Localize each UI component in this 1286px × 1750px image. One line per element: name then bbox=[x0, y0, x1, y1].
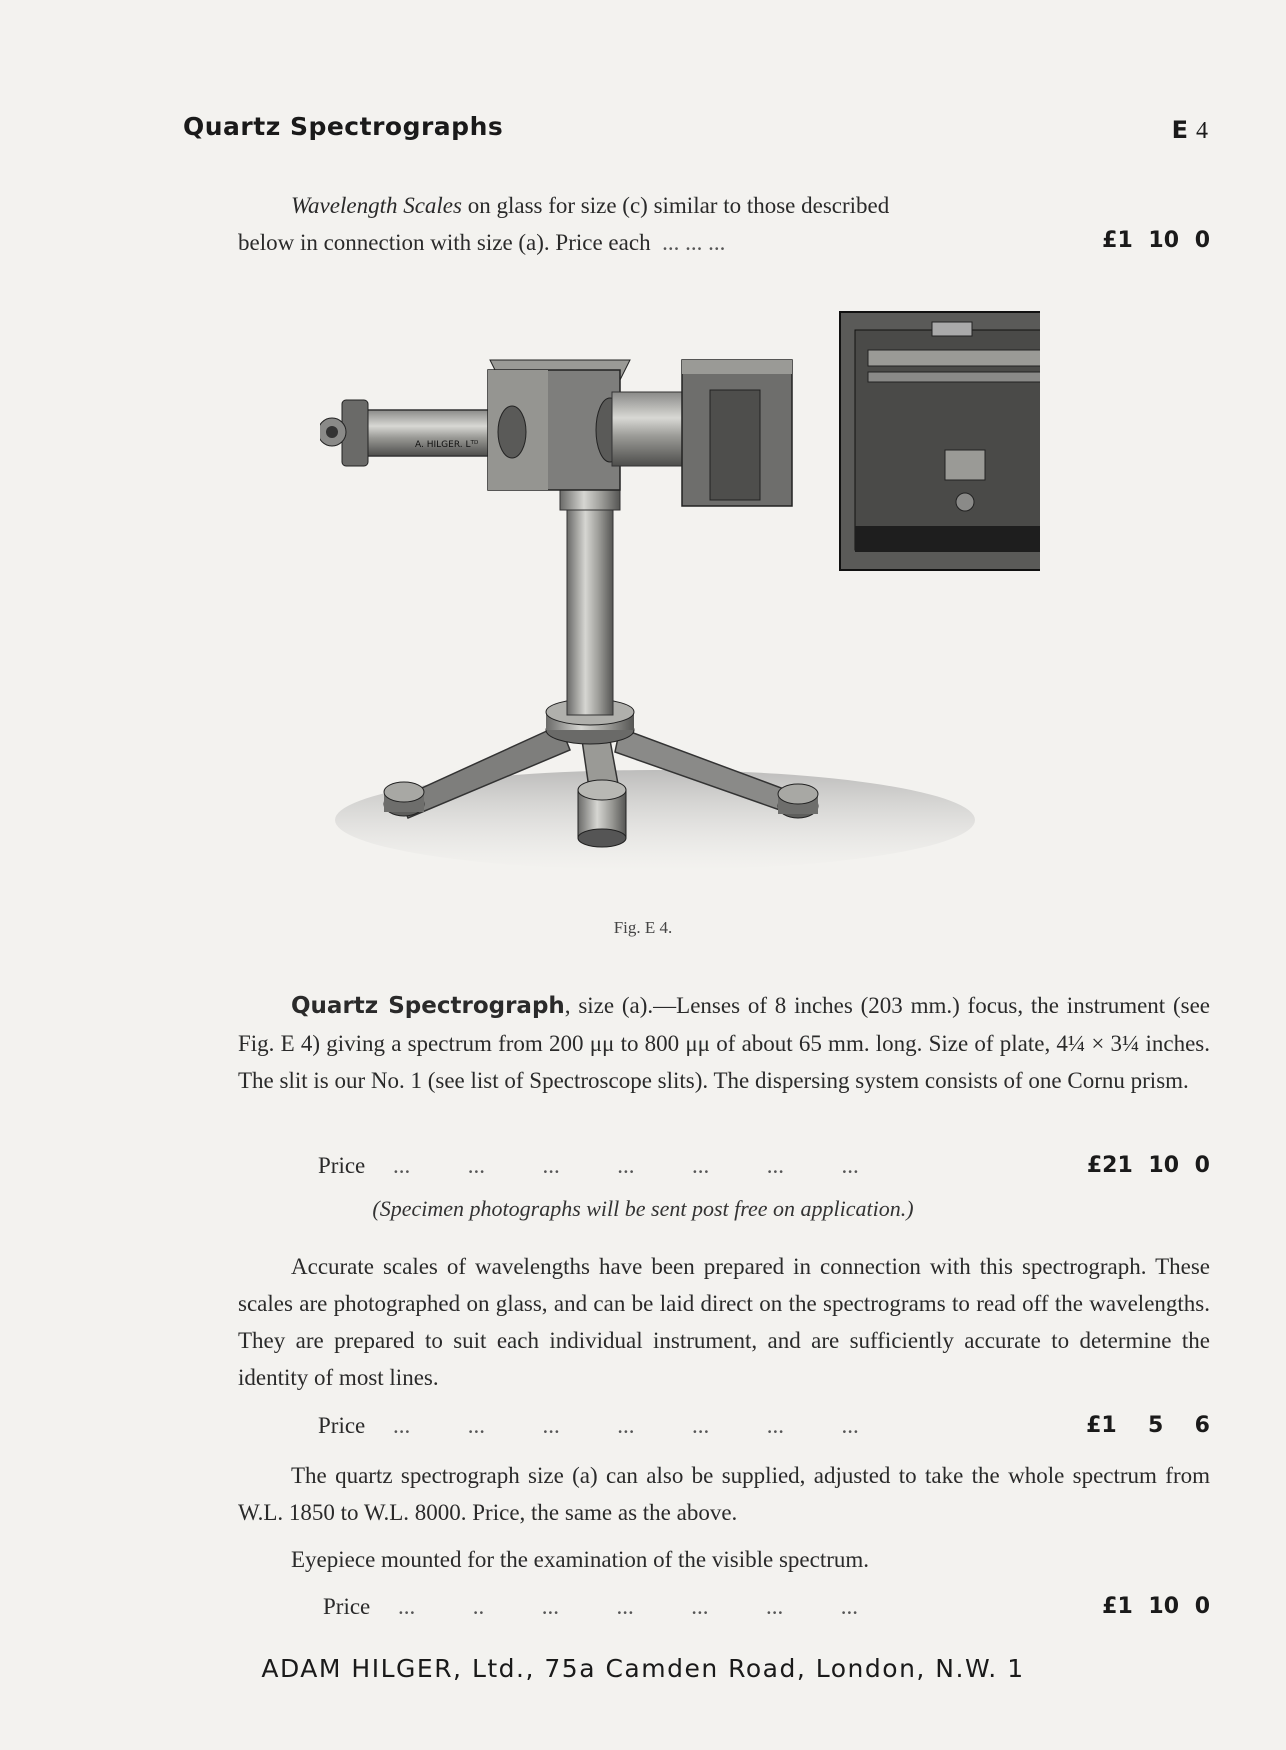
specimen-note: (Specimen photographs will be sent post free on application.) bbox=[372, 1196, 914, 1221]
scales-price-line bbox=[238, 1408, 1210, 1444]
main-price-line bbox=[238, 1148, 1210, 1184]
scales-price: £1 5 6 bbox=[1086, 1413, 1210, 1438]
figure-caption: Fig. E 4. bbox=[613, 918, 673, 937]
publisher-footer: ADAM HILGER, Ltd., 75a Camden Road, London, N.W. 1 bbox=[261, 1654, 1025, 1683]
whole-spectrum-paragraph: The quartz spectrograph size (a) can also be supplied, adjusted to take the whole spectrum from W.L. 1850 to W.L. 8000. Price, the same as the above. bbox=[238, 1463, 1210, 1525]
intro-italic: Wavelength Scales bbox=[291, 193, 462, 218]
main-price: £21 10 0 bbox=[1086, 1153, 1210, 1178]
scales-price-dots: ... ... ... ... ... ... ... bbox=[393, 1413, 859, 1438]
section-code bbox=[1172, 116, 1208, 145]
section-number: 4 bbox=[1196, 118, 1208, 144]
product-name: Quartz Spectrograph bbox=[291, 993, 565, 1019]
eyepiece-price: £1 10 0 bbox=[1102, 1594, 1210, 1619]
eyepiece-price-label: Price bbox=[323, 1594, 371, 1619]
spectrograph-illustration bbox=[320, 300, 1040, 910]
intro-price: £1 10 0 bbox=[1102, 228, 1210, 253]
main-description: , size (a).—Lenses of 8 inches (203 mm.) focus, the instrument (see Fig. E 4) giving a spectrum from 200 μμ to 800 μμ of about 65 mm. long. Size of plate, 4¼ × 3¼ inches. The slit is our No. 1 (see list of Spectroscope slits). The dispersing system consists of one Cornu prism. bbox=[238, 993, 1210, 1093]
eyepiece-paragraph: Eyepiece mounted for the examination of the visible spectrum. bbox=[291, 1547, 870, 1572]
eyepiece-price-line bbox=[238, 1589, 1210, 1625]
main-price-dots: ... ... ... ... ... ... ... bbox=[393, 1153, 859, 1178]
scales-paragraph: Accurate scales of wavelengths have been prepared in connection with this spectrograph. These scales are photographed on glass, and can be laid direct on the spectrograms to read off the wavelengths. They are prepared to suit each individual instrument, and are sufficiently accurate to determine the identity of most lines. bbox=[238, 1254, 1210, 1390]
intro-paragraph bbox=[238, 187, 1210, 261]
engraving-text: A. HILGER. Lᵀᴰ bbox=[415, 440, 479, 450]
eyepiece-price-dots: ... .. ... ... ... ... ... bbox=[398, 1594, 858, 1619]
main-paragraph bbox=[238, 987, 1210, 1099]
main-price-label: Price bbox=[318, 1153, 366, 1178]
scales-price-label: Price bbox=[318, 1413, 366, 1438]
intro-line-2: below in connection with size (a). Price each bbox=[238, 230, 651, 255]
page-title: Quartz Spectrographs bbox=[183, 112, 504, 141]
intro-dots: ... ... ... bbox=[662, 230, 726, 255]
section-letter: E bbox=[1171, 116, 1188, 144]
intro-line-1: on glass for size (c) similar to those described bbox=[461, 193, 890, 218]
